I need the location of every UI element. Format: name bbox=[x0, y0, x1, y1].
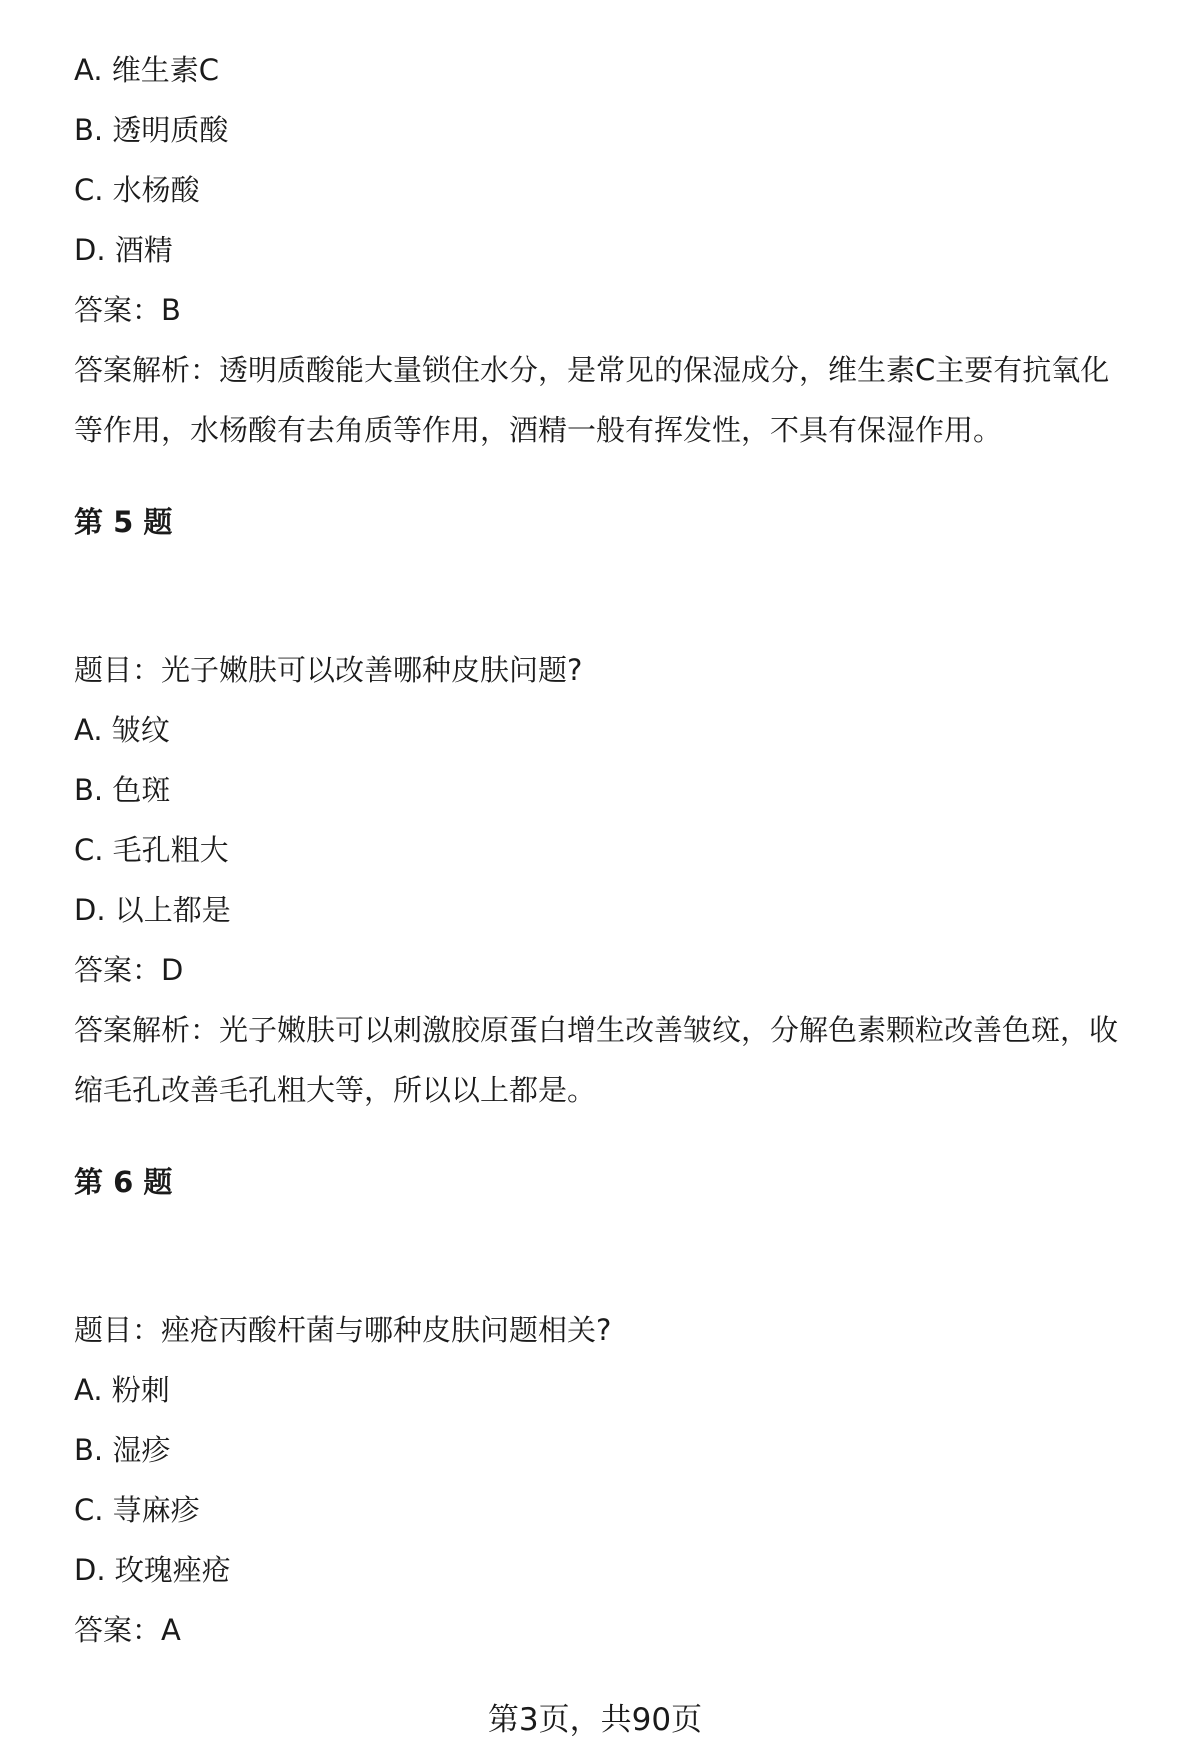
q6-heading: 第 6 题 bbox=[74, 1165, 173, 1199]
q6-answer: 答案：A bbox=[74, 1613, 181, 1647]
q5-option-d: D. 以上都是 bbox=[74, 893, 231, 927]
q5-question: 题目：光子嫩肤可以改善哪种皮肤问题? bbox=[74, 653, 583, 687]
q6-option-b: B. 湿疹 bbox=[74, 1433, 171, 1467]
q5-heading: 第 5 题 bbox=[74, 505, 173, 539]
q5-option-b: B. 色斑 bbox=[74, 773, 171, 807]
q4-explanation-line-1: 答案解析：透明质酸能大量锁住水分，是常见的保湿成分，维生素C主要有抗氧化 bbox=[74, 353, 1110, 387]
page-number-footer: 第3页，共90页 bbox=[487, 1702, 703, 1738]
q5-option-a: A. 皱纹 bbox=[74, 713, 170, 747]
q4-explanation-line-2: 等作用，水杨酸有去角质等作用，酒精一般有挥发性，不具有保湿作用。 bbox=[74, 413, 1003, 447]
q4-option-c: C. 水杨酸 bbox=[74, 173, 200, 207]
q6-option-d: D. 玫瑰痤疮 bbox=[74, 1553, 231, 1587]
q4-option-d: D. 酒精 bbox=[74, 233, 173, 267]
q4-option-a: A. 维生素C bbox=[74, 53, 220, 87]
q6-option-c: C. 荨麻疹 bbox=[74, 1493, 200, 1527]
q6-question: 题目：痤疮丙酸杆菌与哪种皮肤问题相关? bbox=[74, 1313, 612, 1347]
q6-option-a: A. 粉刺 bbox=[74, 1373, 170, 1407]
q5-answer: 答案：D bbox=[74, 953, 184, 987]
q4-answer: 答案：B bbox=[74, 293, 181, 327]
q4-explanation bbox=[74, 340, 1164, 460]
q4-option-b: B. 透明质酸 bbox=[74, 113, 229, 147]
q5-explanation-line-2: 缩毛孔改善毛孔粗大等，所以以上都是。 bbox=[74, 1073, 597, 1107]
q5-option-c: C. 毛孔粗大 bbox=[74, 833, 229, 867]
q5-explanation-line-1: 答案解析：光子嫩肤可以刺激胶原蛋白增生改善皱纹，分解色素颗粒改善色斑，收 bbox=[74, 1013, 1119, 1047]
q5-explanation bbox=[74, 1000, 1164, 1120]
